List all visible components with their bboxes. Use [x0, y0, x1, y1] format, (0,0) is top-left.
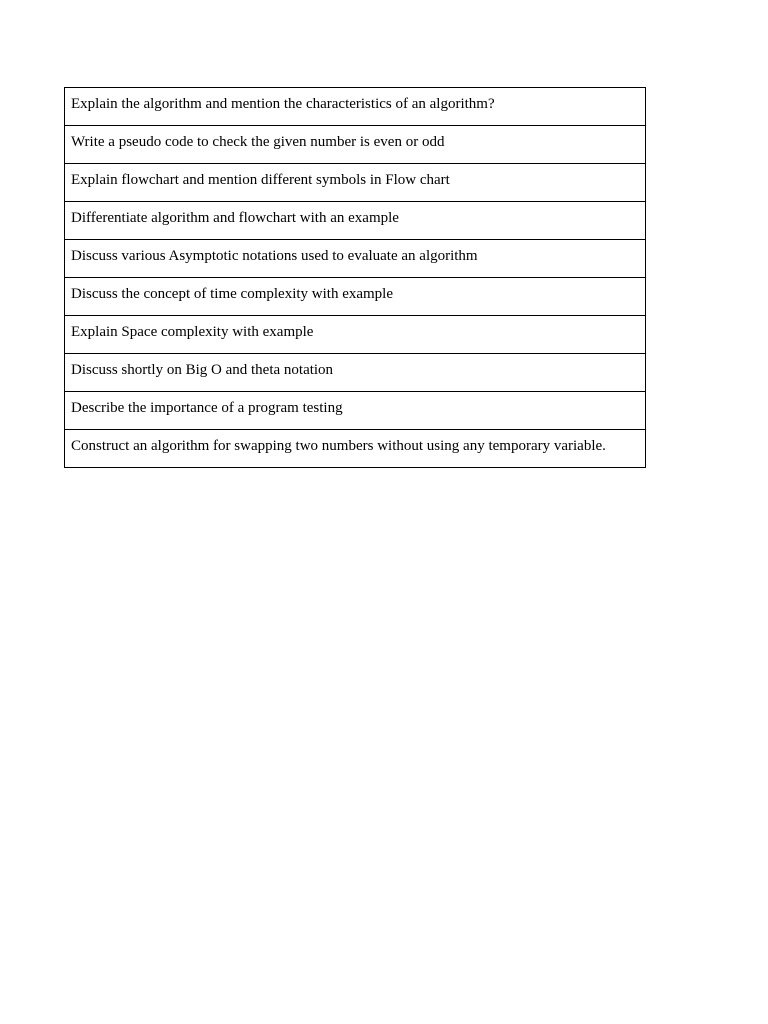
question-cell: Discuss shortly on Big O and theta notation: [65, 354, 646, 392]
question-cell: Construct an algorithm for swapping two numbers without using any temporary variable.: [65, 430, 646, 468]
table-row: [65, 354, 646, 392]
table-row: [65, 126, 646, 164]
table-row: [65, 164, 646, 202]
table-row: [65, 202, 646, 240]
question-cell: Discuss various Asymptotic notations used to evaluate an algorithm: [65, 240, 646, 278]
table-row: [65, 392, 646, 430]
question-cell: Describe the importance of a program testing: [65, 392, 646, 430]
question-cell: Explain the algorithm and mention the characteristics of an algorithm?: [65, 88, 646, 126]
table-row: [65, 316, 646, 354]
table-row: [65, 240, 646, 278]
question-cell: Write a pseudo code to check the given number is even or odd: [65, 126, 646, 164]
table-row: [65, 430, 646, 468]
question-table: [64, 87, 646, 468]
question-cell: Explain Space complexity with example: [65, 316, 646, 354]
table-row: [65, 88, 646, 126]
question-cell: Explain flowchart and mention different symbols in Flow chart: [65, 164, 646, 202]
table-row: [65, 278, 646, 316]
question-cell: Differentiate algorithm and flowchart with an example: [65, 202, 646, 240]
question-cell: Discuss the concept of time complexity with example: [65, 278, 646, 316]
